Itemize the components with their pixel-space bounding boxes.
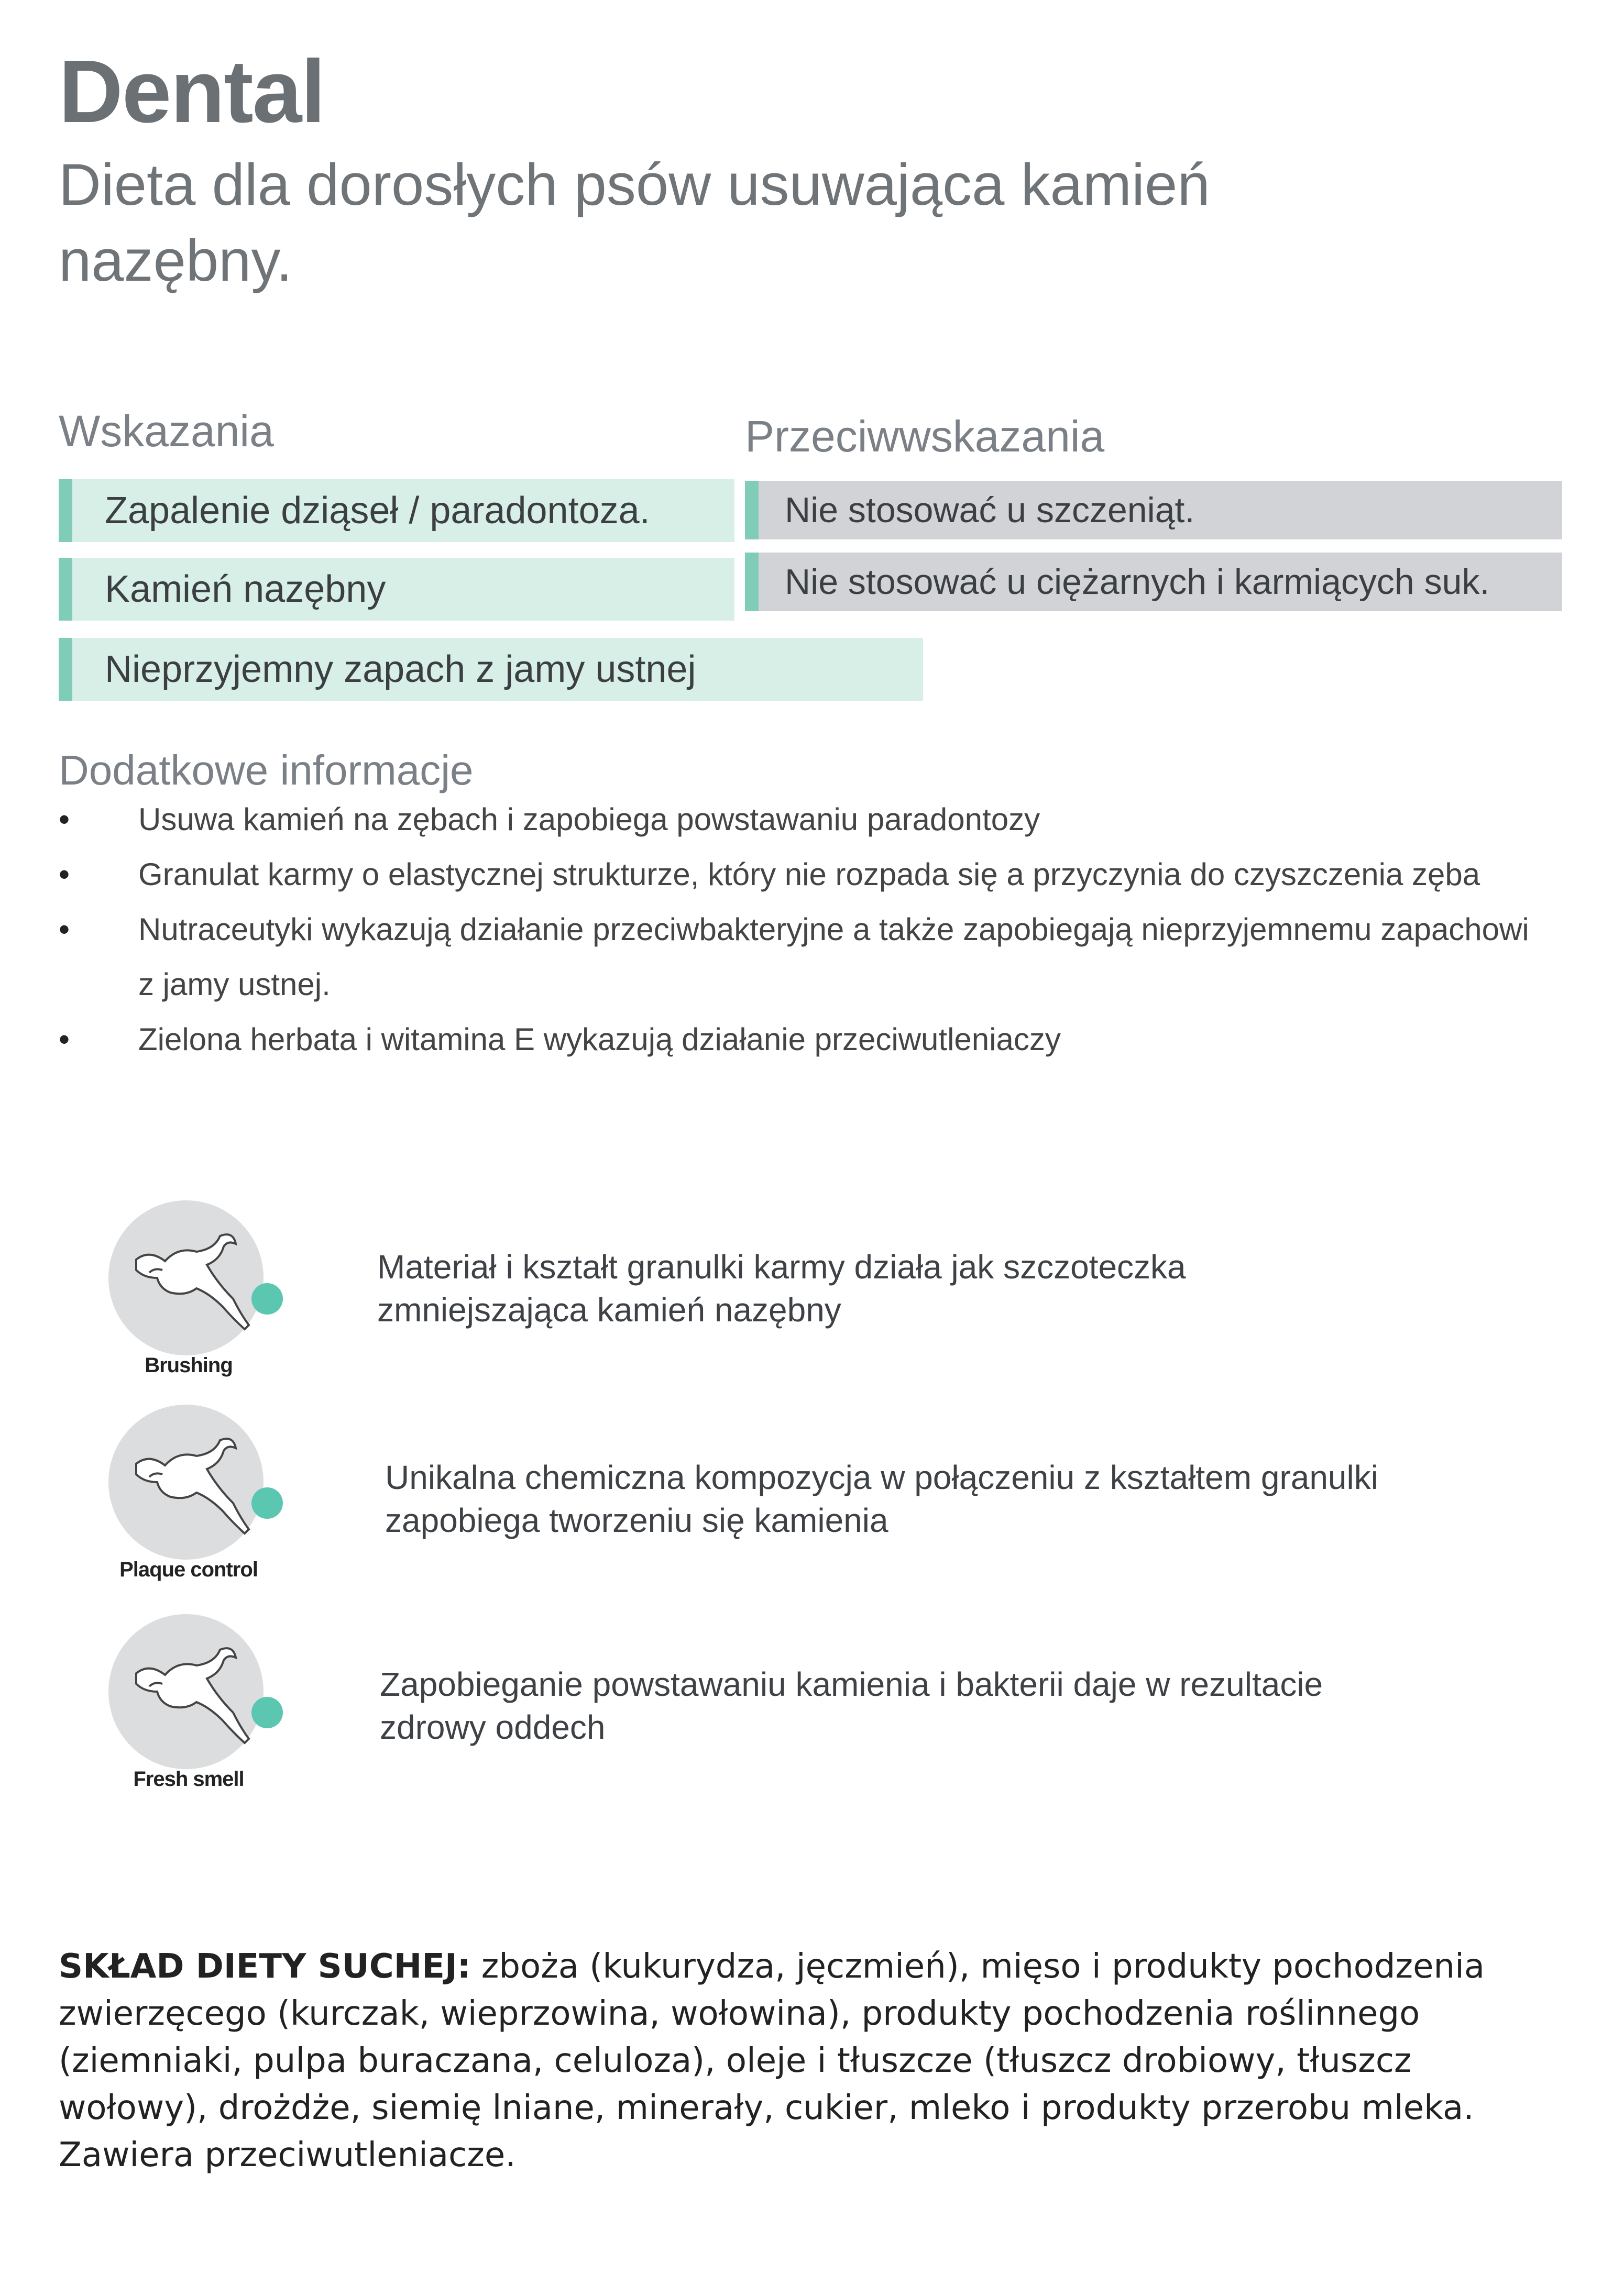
indication-label: Kamień nazębny	[105, 568, 386, 610]
feature-caption: Plaque control	[119, 1558, 258, 1581]
page-title: Dental	[59, 42, 325, 141]
contraindication-label: Nie stosować u szczeniąt.	[785, 490, 1195, 530]
feature-description-line: Zapobieganie powstawaniu kamienia i bakterii daje w rezultacie	[380, 1665, 1323, 1703]
bullet-icon: •	[59, 802, 70, 837]
contraindication-tag	[745, 481, 1562, 539]
composition-paragraph	[59, 1943, 1567, 2179]
indication-label: Zapalenie dziąseł / paradontoza.	[105, 490, 650, 532]
feature-description	[380, 1663, 1585, 1749]
indication-label: Nieprzyjemny zapach z jamy ustnej	[105, 648, 696, 690]
contraindications-heading: Przeciwwskazania	[745, 412, 1105, 461]
list-item-text: Zielona herbata i witamina E wykazują działanie przeciwutleniaczy	[138, 1022, 1061, 1057]
dog-plaque-control-icon	[107, 1404, 286, 1582]
contraindication-tag	[745, 553, 1562, 611]
list-item-text: Granulat karmy o elastycznej strukturze, który nie rozpada się a przyczynia do czyszczenia zęba	[138, 857, 1480, 892]
dog-fresh-smell-icon	[107, 1613, 286, 1791]
feature-caption: Brushing	[145, 1354, 233, 1377]
feature-description-line: zmniejszająca kamień nazębny	[377, 1291, 841, 1329]
indication-tag	[59, 638, 923, 701]
feature-caption: Fresh smell	[133, 1768, 244, 1791]
list-item-text: z jamy ustnej.	[138, 967, 331, 1002]
feature-description-line: zapobiega tworzeniu się kamienia	[385, 1502, 888, 1539]
list-item-text: Nutraceutyki wykazują działanie przeciwbakteryjne a także zapobiegają nieprzyjemnemu zapachowi	[138, 912, 1529, 947]
additional-info-heading: Dodatkowe informacje	[59, 747, 474, 793]
indications-heading: Wskazania	[59, 406, 274, 456]
bullet-icon: •	[59, 857, 70, 892]
indication-tag	[59, 558, 734, 621]
composition-label: SKŁAD DIETY SUCHEJ:	[59, 1947, 471, 1986]
feature-description-line: zdrowy oddech	[380, 1708, 606, 1746]
bullet-icon: •	[59, 912, 70, 947]
list-item-text: Usuwa kamień na zębach i zapobiega powstawaniu paradontozy	[138, 802, 1040, 837]
page-subtitle: Dieta dla dorosłych psów usuwająca kamień nazębny.	[59, 152, 1210, 293]
feature-description-line: Materiał i kształt granulki karmy działa jak szczoteczka	[377, 1248, 1186, 1286]
composition-text: zboża (kukurydza, jęczmień), mięso i produkty pochodzenia zwierzęcego (kurczak, wieprzowina, wołowina), produkty pochodzenia roślinnego (ziemniaki, pulpa buraczana, celuloza), oleje i tłuszcze (tłuszcz drobiowy, tłuszcz wołowy), drożdże, siemię lniane, minerały, cukier, mleko i produkty przerobu mleka. Zawiera przeciwutleniacze.	[59, 1947, 1485, 2174]
contraindication-label: Nie stosować u ciężarnych i karmiących suk.	[785, 562, 1490, 602]
bullet-icon: •	[59, 1022, 70, 1057]
dog-brushing-icon	[107, 1199, 286, 1377]
feature-description-line: Unikalna chemiczna kompozycja w połączeniu z kształtem granulki	[385, 1459, 1378, 1496]
feature-description	[377, 1245, 1582, 1331]
feature-description	[385, 1456, 1590, 1542]
indication-tag	[59, 479, 734, 542]
